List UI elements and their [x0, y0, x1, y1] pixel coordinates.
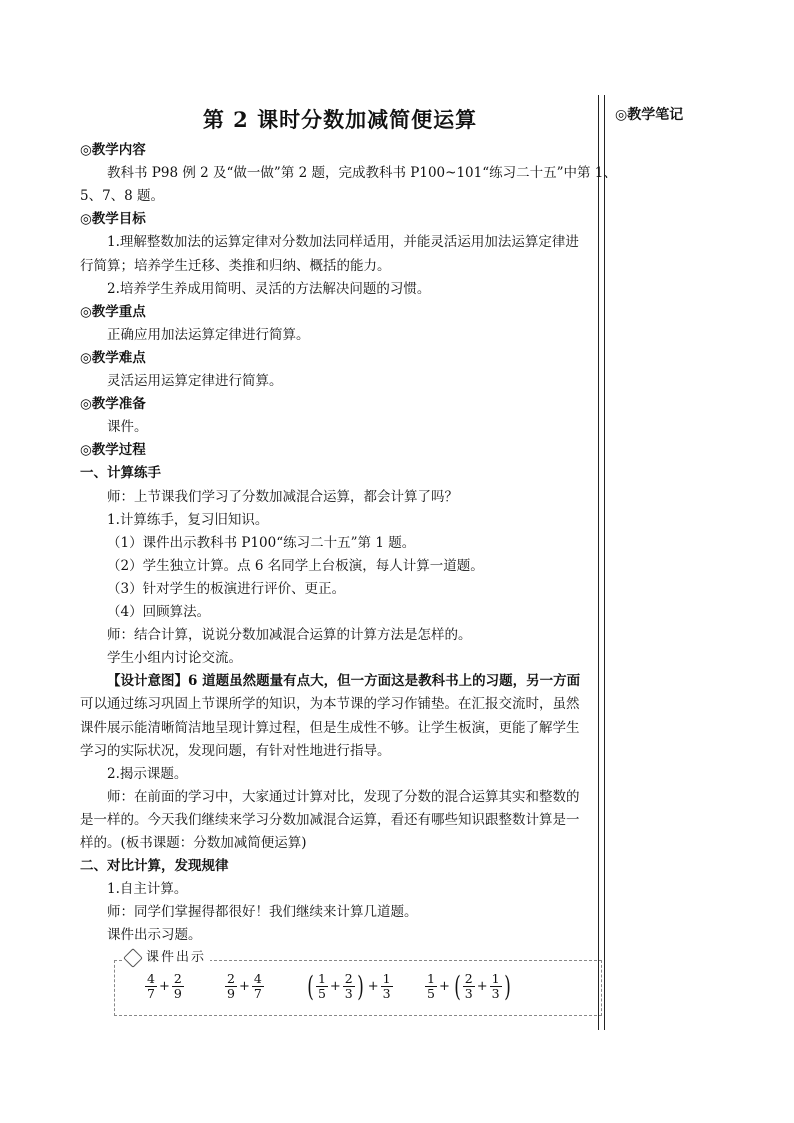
denominator: 5: [317, 986, 326, 1001]
denominator: 9: [173, 986, 182, 1001]
body-text-line: 【设计意图】6 道题虽然题量有点大，但一方面这是教科书上的习题，另一方面: [107, 673, 581, 690]
section-heading: ◎教学内容: [80, 142, 146, 158]
body-text-line: （2）学生独立计算。点 6 名同学上台板演，每人计算一道题。: [107, 557, 484, 574]
denominator: 3: [464, 986, 473, 1001]
page-title: 第 2 课时分数加减简便运算: [202, 107, 478, 132]
body-text-line: 正确应用加法运算定律进行简算。: [107, 326, 310, 343]
operator: +: [158, 979, 170, 994]
math-expression: [425, 969, 513, 1003]
numerator: 1: [382, 971, 391, 986]
denominator: 3: [491, 986, 500, 1001]
body-text-line: 教科书 P98 例 2 及“做一做”第 2 题，完成教科书 P100~101“练习二十五”中第 1、: [107, 165, 617, 182]
section-heading: ◎教学难点: [80, 349, 146, 366]
fraction: [172, 972, 184, 1001]
numerator: 2: [464, 971, 473, 986]
body-text-line: 师：同学们掌握得都很好！我们继续来计算几道题。: [107, 904, 418, 921]
numerator: 4: [253, 971, 262, 986]
body-text-line: 灵活运用运算定律进行简算。: [107, 373, 283, 389]
denominator: 3: [344, 986, 353, 1001]
body-text-line: 课件出示习题。: [107, 927, 202, 944]
denominator: 9: [227, 986, 235, 1001]
courseware-label-text: 课件出示: [146, 950, 207, 965]
body-text-line: 2.揭示课题。: [107, 765, 188, 782]
body-text-line: 课件。: [107, 419, 148, 436]
body-text-line: 课件展示能清晰简洁地呈现计算过程，但是生成性不够。让学生板演，更能了解学生: [80, 719, 580, 736]
fraction: [225, 972, 237, 1001]
parenthesis: (: [454, 969, 461, 1003]
body-text-line: 1.理解整数加法的运算定律对分数加法同样适用，并能灵活运用加法运算定律进: [107, 234, 579, 251]
body-text-line: 1.计算练手，复习旧知识。: [107, 511, 269, 528]
numerator: 1: [491, 971, 500, 986]
fraction: [252, 972, 264, 1001]
body-text-line: 样的。(板书课题：分数加减简便运算): [80, 835, 307, 851]
operator: +: [329, 979, 341, 994]
courseware-icon: [123, 948, 143, 968]
operator: +: [367, 979, 379, 994]
body-text-line: 师：在前面的学习中，大家通过计算对比，发现了分数的混合运算其实和整数的: [107, 788, 580, 805]
courseware-label: [122, 946, 210, 965]
body-text-line: 5、7、8 题。: [80, 188, 165, 205]
body-text-line: 师：结合计算，说说分数加减混合运算的计算方法是怎样的。: [107, 627, 472, 644]
teaching-notes-label: ◎教学笔记: [615, 107, 684, 123]
numerator: 1: [317, 971, 326, 986]
body-text-line: （3）针对学生的板演进行评价、更正。: [107, 580, 346, 597]
parenthesis: ): [356, 969, 364, 1003]
fraction: [316, 972, 328, 1001]
denominator: 3: [382, 986, 391, 1001]
operator: +: [476, 979, 488, 994]
denominator: 7: [253, 986, 262, 1001]
math-expression: [225, 972, 264, 1001]
section-heading: ◎教学准备: [80, 396, 146, 413]
math-expression: [145, 972, 184, 1001]
parenthesis: (: [307, 969, 314, 1003]
numerator: 2: [227, 971, 235, 986]
parenthesis: ): [503, 969, 511, 1003]
body-text-line: 1.自主计算。: [107, 881, 188, 898]
denominator: 5: [427, 986, 435, 1001]
fraction: [145, 972, 157, 1001]
numerator: 2: [173, 971, 182, 986]
section-heading: ◎教学过程: [80, 442, 146, 459]
fraction: [463, 972, 475, 1001]
math-expression: [305, 969, 393, 1003]
fraction: [425, 972, 437, 1001]
section-heading: 一、计算练手: [80, 465, 161, 482]
operator: +: [238, 979, 250, 994]
fraction: [490, 972, 502, 1001]
numerator: 4: [147, 971, 155, 986]
operator: +: [438, 979, 450, 994]
body-text-line: 2.培养学生养成用简明、灵活的方法解决问题的习惯。: [107, 280, 431, 297]
body-text-line: （1）课件出示教科书 P100“练习二十五”第 1 题。: [107, 534, 416, 551]
body-text-line: 行简算；培养学生迁移、类推和归纳、概括的能力。: [80, 257, 391, 274]
body-text-line: 可以通过练习巩固上节课所学的知识，为本节课的学习作铺垫。在汇报交流时，虽然: [80, 696, 580, 713]
body-text-line: 师：上节课我们学习了分数加减混合运算，都会计算了吗？: [107, 488, 458, 505]
fraction: [381, 972, 393, 1001]
body-text-line: 学习的实际状况，发现问题，有针对性地进行指导。: [80, 742, 391, 759]
fraction: [343, 972, 355, 1001]
section-heading: ◎教学重点: [80, 303, 146, 320]
body-text-line: 学生小组内讨论交流。: [107, 650, 242, 667]
denominator: 7: [147, 986, 155, 1001]
numerator: 1: [427, 971, 435, 986]
body-text-line: 是一样的。今天我们继续来学习分数加减混合运算，看还有哪些知识跟整数计算是一: [80, 811, 580, 828]
section-heading: 二、对比计算，发现规律: [80, 858, 229, 875]
body-text-line: （4）回顾算法。: [107, 604, 211, 620]
section-heading: ◎教学目标: [80, 211, 146, 228]
numerator: 2: [344, 971, 353, 986]
